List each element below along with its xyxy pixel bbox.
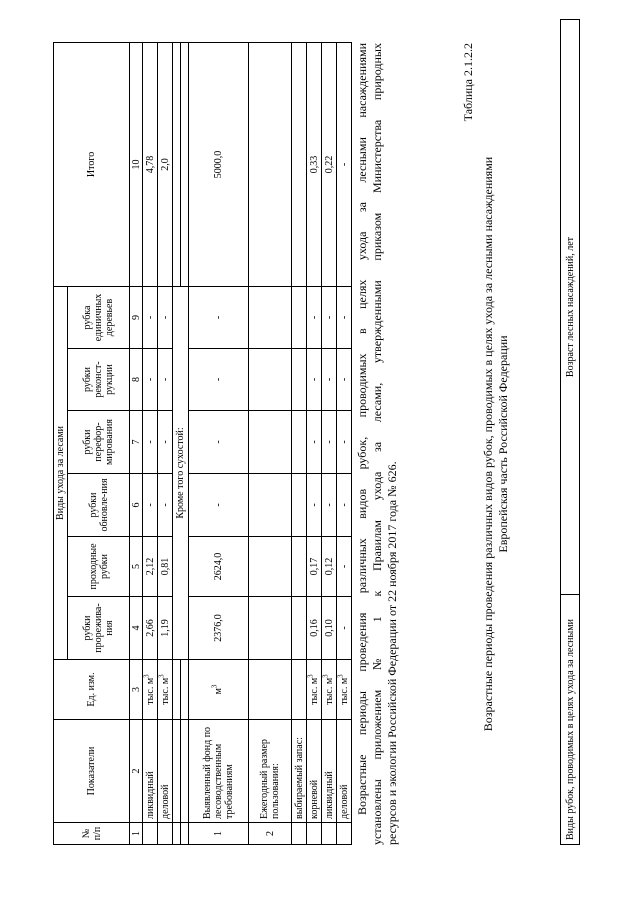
table-title-line: Возрастные периоды проведения различных видов рубок, проводимых в целях ухода за лесными насаждениями <box>481 156 495 732</box>
table-row <box>143 42 158 844</box>
row-label: Выявленный фонд по лесоводственным требованиям <box>189 720 249 823</box>
spacer-cell <box>181 720 189 823</box>
value-cell: - <box>158 411 173 474</box>
value-cell: - <box>337 411 352 474</box>
col-number: 2 <box>130 720 143 823</box>
row-number <box>322 823 337 845</box>
col-header-care-type: рубки перефор-мирования <box>68 411 130 474</box>
value-cell: - <box>322 349 337 411</box>
value-cell <box>249 537 292 597</box>
unit-superscript: 3 <box>157 674 166 678</box>
value-cell: - <box>322 411 337 474</box>
table-row <box>158 42 173 844</box>
spacer-cell <box>173 660 181 720</box>
paragraph-line: Возрастные периоды проведения различных видов рубок, проводимых в целях ухода за лесными насаждениями <box>355 43 369 815</box>
col-header-age: Возраст лесных насаждений, лет <box>561 20 580 595</box>
col-header-cutting-types: Виды рубок, проводимых в целях ухода за лесными <box>561 595 580 845</box>
value-cell: 0,10 <box>322 597 337 660</box>
col-number: 3 <box>130 660 143 720</box>
row-unit <box>158 660 173 720</box>
value-cell: 1,19 <box>158 597 173 660</box>
value-cell: - <box>322 474 337 537</box>
col-header-group: Виды ухода за лесами <box>54 286 68 659</box>
value-cell: 0,81 <box>158 537 173 597</box>
value-cell: - <box>307 286 322 348</box>
col-header-total: Итого <box>54 42 130 286</box>
table-row <box>292 42 307 844</box>
spacer-cell <box>181 823 189 845</box>
value-cell <box>292 286 307 348</box>
total-cell: 0,22 <box>322 42 337 286</box>
body-paragraph <box>355 43 400 845</box>
value-cell <box>292 349 307 411</box>
unit-superscript: 3 <box>210 684 219 689</box>
col-header-indicator: Показатели <box>54 720 130 823</box>
col-number: 1 <box>130 823 143 845</box>
value-cell: - <box>189 474 249 537</box>
value-cell: - <box>307 474 322 537</box>
col-header-care-type: проходные рубки <box>68 537 130 597</box>
col-header-unit: Ед. изм. <box>54 660 130 720</box>
value-cell: - <box>189 349 249 411</box>
value-cell <box>249 349 292 411</box>
table-row <box>322 42 337 844</box>
value-cell: 0,17 <box>307 537 322 597</box>
col-number: 6 <box>130 474 143 537</box>
col-header-care-type: рубка единичных деревьев <box>68 286 130 348</box>
value-cell: - <box>143 411 158 474</box>
value-cell <box>292 411 307 474</box>
table-row <box>307 42 322 844</box>
row-label: деловой <box>158 720 173 823</box>
unit-superscript: 3 <box>336 674 345 678</box>
value-cell: 2,66 <box>143 597 158 660</box>
age-periods-table <box>560 19 580 845</box>
value-cell: - <box>322 286 337 348</box>
value-cell: - <box>337 349 352 411</box>
paragraph-line: установлены приложением № 1 к Правилам ухода за лесами, утвержденными приказом Министерства природных <box>370 43 384 845</box>
col-number: 9 <box>130 286 143 348</box>
row-unit <box>249 660 292 720</box>
total-cell <box>292 42 307 286</box>
table-row <box>249 42 292 844</box>
forest-care-table <box>53 42 352 845</box>
col-number: 8 <box>130 349 143 411</box>
unit-superscript: 3 <box>321 674 330 678</box>
row-label: корневой <box>307 720 322 823</box>
value-cell <box>292 474 307 537</box>
value-cell: 2,12 <box>143 537 158 597</box>
value-cell: - <box>337 597 352 660</box>
table-row <box>337 42 352 844</box>
spacer-cell <box>173 823 181 845</box>
total-cell: 0,33 <box>307 42 322 286</box>
value-cell: - <box>337 537 352 597</box>
row-label: деловой <box>337 720 352 823</box>
row-unit <box>143 660 158 720</box>
row-number <box>158 823 173 845</box>
col-header-care-type: рубки реконст-рукции <box>68 349 130 411</box>
unit-text: тыс. м <box>323 677 335 705</box>
paragraph-line: ресурсов и экологии Российской Федерации от 22 ноября 2017 года № 626. <box>385 461 399 845</box>
spacer-cell <box>181 42 189 286</box>
total-cell: 4,78 <box>143 42 158 286</box>
table-caption: Таблица 2.1.2.2 <box>461 43 475 122</box>
total-cell: 5000,0 <box>189 42 249 286</box>
col-header-num: № п/п <box>54 823 130 845</box>
value-cell: - <box>337 474 352 537</box>
value-cell: - <box>143 286 158 348</box>
value-cell: - <box>158 286 173 348</box>
row-number <box>292 823 307 845</box>
spacer-cell <box>181 660 189 720</box>
unit-superscript: 3 <box>306 674 315 678</box>
col-number: 4 <box>130 597 143 660</box>
row-unit <box>337 660 352 720</box>
value-cell <box>249 411 292 474</box>
unit-text: тыс. м <box>159 677 171 705</box>
total-cell: - <box>337 42 352 286</box>
value-cell <box>249 286 292 348</box>
merged-note: Кроме того сухостой: <box>173 286 189 659</box>
total-cell <box>249 42 292 286</box>
row-number: 1 <box>189 823 249 845</box>
spacer-cell <box>173 720 181 823</box>
col-header-care-type: рубки обновле-ния <box>68 474 130 537</box>
unit-text: тыс. м <box>308 677 320 705</box>
value-cell: 0,16 <box>307 597 322 660</box>
value-cell: - <box>143 349 158 411</box>
row-unit <box>307 660 322 720</box>
table-title-line: Европейская часть Российской Федерации <box>496 335 510 553</box>
table-title <box>481 43 511 845</box>
value-cell: 2624,0 <box>189 537 249 597</box>
value-cell: - <box>337 286 352 348</box>
row-unit <box>292 660 307 720</box>
value-cell: - <box>158 349 173 411</box>
value-cell <box>249 474 292 537</box>
unit-text: тыс. м <box>338 677 350 705</box>
row-label: выбираемый запас: <box>292 720 307 823</box>
total-cell: 2,0 <box>158 42 173 286</box>
row-number <box>307 823 322 845</box>
unit-text: тыс. м <box>144 677 156 705</box>
value-cell <box>249 597 292 660</box>
spacer-cell <box>173 42 181 286</box>
row-unit <box>322 660 337 720</box>
col-header-care-type: рубки прорежива-ния <box>68 597 130 660</box>
row-number <box>337 823 352 845</box>
row-label: ликвидный <box>143 720 158 823</box>
unit-text: м <box>213 688 224 695</box>
value-cell: 0,12 <box>322 537 337 597</box>
value-cell <box>292 537 307 597</box>
col-number: 10 <box>130 42 143 286</box>
row-number: 2 <box>249 823 292 845</box>
value-cell: - <box>189 411 249 474</box>
value-cell: 2376,0 <box>189 597 249 660</box>
value-cell: - <box>307 349 322 411</box>
row-label: Ежегодный размер пользования: <box>249 720 292 823</box>
col-number: 7 <box>130 411 143 474</box>
value-cell <box>292 597 307 660</box>
unit-superscript: 3 <box>142 674 151 678</box>
value-cell: - <box>158 474 173 537</box>
row-unit <box>189 660 249 720</box>
col-number: 5 <box>130 537 143 597</box>
value-cell: - <box>307 411 322 474</box>
table-row <box>189 42 249 844</box>
row-number <box>143 823 158 845</box>
value-cell: - <box>189 286 249 348</box>
value-cell: - <box>143 474 158 537</box>
row-label: ликвидный <box>322 720 337 823</box>
